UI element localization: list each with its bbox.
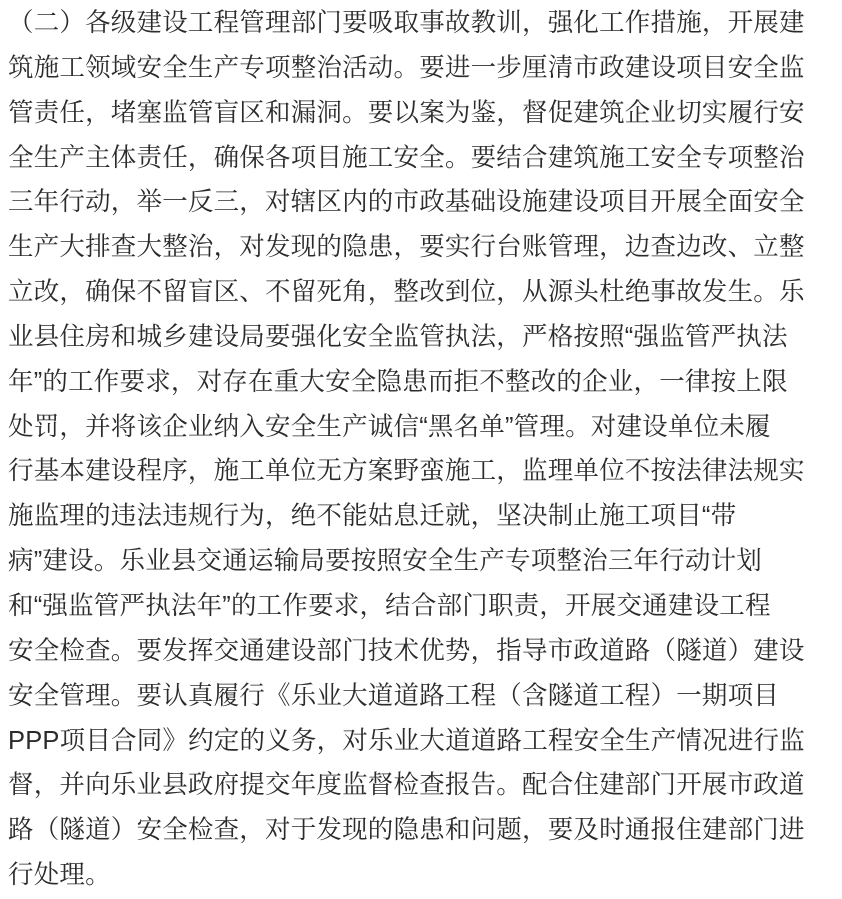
text-line: 筑施工领域安全生产专项整治活动。要进一步厘清市政建设项目安全监 <box>8 53 805 82</box>
text-line: 路（隧道）安全检查，对于发现的隐患和问题，要及时通报住建部门进 <box>8 816 805 845</box>
text-line: 督，并向乐业县政府提交年度监督检查报告。配合住建部门开展市政道 <box>8 771 805 800</box>
text-line: 和“强监管严执法年”的工作要求，结合部门职责，开展交通建设工程 <box>8 591 771 620</box>
text-line: 生产大排查大整治，对发现的隐患，要实行台账管理，边查边改、立整 <box>8 233 805 262</box>
text-line: 安全管理。要认真履行《乐业大道道路工程（含隧道工程）一期项目 <box>8 681 780 710</box>
text-line: 施监理的违法违规行为，绝不能姑息迁就，坚决制止施工项目“带 <box>8 502 737 531</box>
text-line: 年”的工作要求，对存在重大安全隐患而拒不整改的企业，一律按上限 <box>8 367 788 396</box>
text-line: 安全检查。要发挥交通建设部门技术优势，指导市政道路（隧道）建设 <box>8 636 805 665</box>
text-line: 行处理。 <box>8 861 111 890</box>
text-line: 病”建设。乐业县交通运输局要按照安全生产专项整治三年行动计划 <box>8 547 762 576</box>
text-line: 全生产主体责任，确保各项目施工安全。要结合建筑施工安全专项整治 <box>8 143 805 172</box>
text-line: 管责任，堵塞监管盲区和漏洞。要以案为鉴，督促建筑企业切实履行安 <box>8 98 805 127</box>
text-line: 三年行动，举一反三，对辖区内的市政基础设施建设项目开展全面安全 <box>8 188 805 217</box>
text-line: 业县住房和城乡建设局要强化安全监管执法，严格按照“强监管严执法 <box>8 322 788 351</box>
document-paragraph <box>8 1 805 898</box>
text-line: 行基本建设程序，施工单位无方案野蛮施工，监理单位不按法律法规实 <box>8 457 805 486</box>
text-line: （二）各级建设工程管理部门要吸取事故教训，强化工作措施，开展建 <box>8 9 805 37</box>
text-line: 立改，确保不留盲区、不留死角，整改到位，从源头杜绝事故发生。乐 <box>8 278 805 307</box>
text-line: 处罚，并将该企业纳入安全生产诚信“黑名单”管理。对建设单位未履 <box>8 412 771 441</box>
text-line: PPP项目合同》约定的义务，对乐业大道道路工程安全生产情况进行监 <box>8 726 805 755</box>
